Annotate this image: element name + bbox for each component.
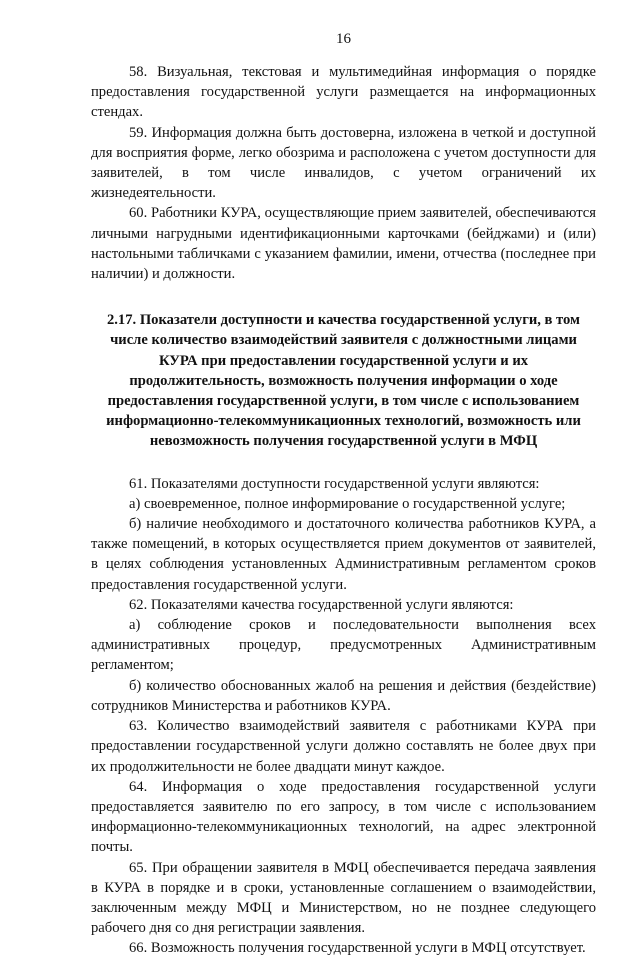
document-page	[91, 30, 596, 959]
section-heading: 2.17. Показатели доступности и качества государственной услуги, в том числе количество взаимодействий заявителя с должностными лицами КУРА при предоставлении государственной услуги и их продолжительность, возможность получения информации о ходе предоставления государственной услуги, в том числе с использованием информационно-телекоммуникационных технологий, возможность или невозможность получения государственной услуги в МФЦ	[106, 312, 581, 450]
page-number: 16	[336, 31, 351, 47]
paragraph-61b: б) наличие необходимого и достаточного количества работников КУРА, а также помещений, в которых осуществляется прием документов от заявителей, в целях соблюдения установленных Административным регламентом сроков предоставления государственной услуги.	[91, 516, 596, 593]
paragraph-61a: а) своевременное, полное информирование о государственной услуге;	[129, 495, 566, 512]
paragraph-64: 64. Информация о ходе предоставления государственной услуги предоставляется заявителю по его запросу, в том числе с использованием информационно-телекоммуникационных технологий, на адрес электронной почты.	[91, 778, 596, 856]
paragraph-62b: б) количество обоснованных жалоб на решения и действия (бездействие) сотрудников Министерства и работников КУРА.	[91, 677, 596, 714]
paragraph-65: 65. При обращении заявителя в МФЦ обеспечивается передача заявления в КУРА в порядке и в сроки, установленные соглашением о взаимодействии, заключенным между МФЦ и Министерством, но не позднее следующего рабочего дня со дня регистрации заявления.	[91, 859, 596, 937]
paragraph-62a: а) соблюдение сроков и последовательности выполнения всех административных процедур, предусмотренных Административным регламентом;	[91, 617, 596, 674]
paragraph-62: 62. Показателями качества государственной услуги являются:	[129, 596, 514, 613]
paragraph-63: 63. Количество взаимодействий заявителя с работниками КУРА при предоставлении государственной услуги должно составлять не более двух при их продолжительности не более двадцати минут каждое.	[91, 718, 596, 775]
paragraph-59: 59. Информация должна быть достоверна, изложена в четкой и доступной для восприятия форме, легко обозрима и расположена с учетом доступности для заявителей, в том числе инвалидов, с учетом ограничений их жизнедеятельности.	[91, 124, 596, 202]
paragraph-60: 60. Работники КУРА, осуществляющие прием заявителей, обеспечиваются личными нагрудными идентификационными карточками (бейджами) и (или) настольными табличками с указанием фамилии, имени, отчества (последнее при наличии) и должности.	[91, 205, 596, 283]
paragraph-61: 61. Показателями доступности государственной услуги являются:	[129, 475, 540, 492]
paragraph-66: 66. Возможность получения государственной услуги в МФЦ отсутствует.	[129, 940, 586, 957]
paragraph-58: 58. Визуальная, текстовая и мультимедийная информация о порядке предоставления государственной услуги размещается на информационных стендах.	[91, 64, 596, 121]
